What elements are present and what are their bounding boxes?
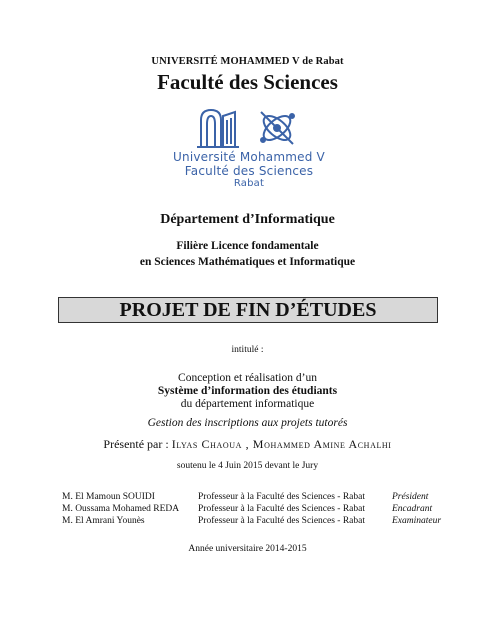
presented-label: Présenté par :	[103, 437, 169, 451]
university-emblem-icon	[197, 110, 239, 147]
intitule-label: intitulé :	[231, 345, 264, 355]
jury-description: Professeur à la Faculté des Sciences - Rabat	[198, 492, 365, 502]
jury-name: M. Oussama Mohamed REDA	[62, 504, 180, 514]
jury-name: M. El Amrani Younès	[62, 516, 145, 526]
science-atom-icon	[260, 112, 295, 145]
program-line-1: Filière Licence fondamentale	[176, 240, 319, 252]
presented-names: Ilyas Chaoua , Mohammed Amine Achalhi	[171, 437, 392, 451]
jury-role: Président	[392, 492, 429, 502]
university-logo	[157, 106, 341, 194]
logo-text-faculty: Faculté des Sciences	[184, 164, 314, 178]
defense-date: soutenu le 4 Juin 2015 devant le Jury	[176, 461, 319, 471]
academic-year: Année universitaire 2014-2015	[188, 544, 307, 554]
jury-role: Encadrant	[392, 504, 433, 514]
subject-line-1: Conception et réalisation d’un	[178, 372, 317, 384]
jury-role: Examinateur	[392, 516, 442, 526]
jury-description: Professeur à la Faculté des Sciences - Rabat	[198, 504, 365, 514]
presented-by	[0, 437, 495, 452]
jury-description: Professeur à la Faculté des Sciences - Rabat	[198, 516, 365, 526]
subject-line-2: Système d’information des étudiants	[157, 385, 338, 397]
subject-line-3: du département informatique	[180, 398, 315, 410]
logo-text-university: Université Mohammed V	[173, 150, 325, 164]
program-line-2: en Sciences Mathématiques et Informatique	[139, 256, 356, 268]
jury-name: M. El Mamoun SOUIDI	[62, 492, 155, 502]
logo-text-city: Rabat	[233, 178, 265, 189]
faculty-title: Faculté des Sciences	[157, 70, 338, 94]
subject-subtitle: Gestion des inscriptions aux projets tutorés	[147, 417, 348, 429]
logo-emblems	[157, 106, 341, 150]
project-banner: PROJET DE FIN D’ÉTUDES	[58, 297, 438, 323]
university-name: UNIVERSITÉ MOHAMMED V de Rabat	[151, 56, 344, 67]
department-title: Département d’Informatique	[160, 212, 335, 227]
